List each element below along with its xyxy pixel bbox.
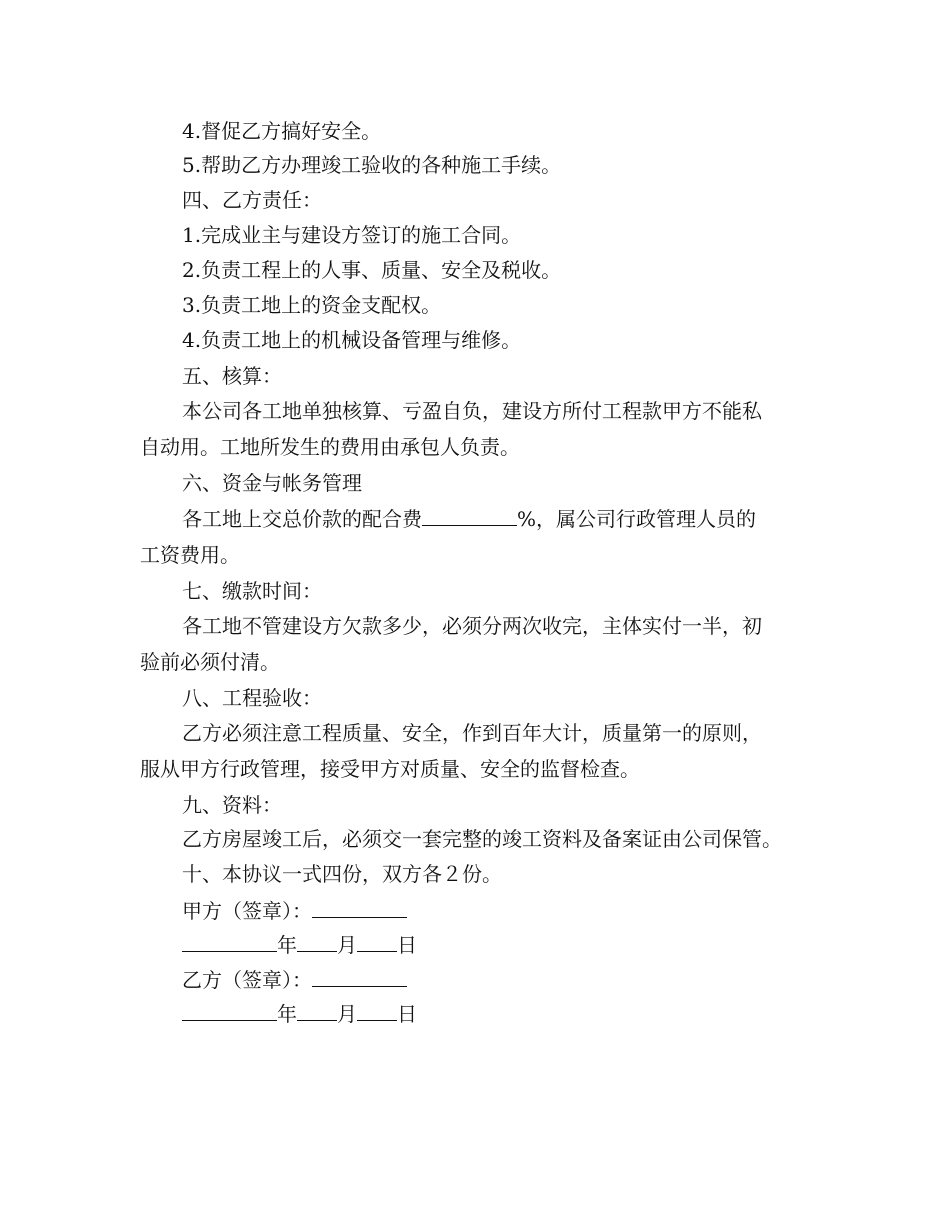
party-b-label: 乙方（签章）： bbox=[182, 968, 312, 992]
day-label: 日 bbox=[397, 933, 417, 957]
paragraph-line: 本公司各工地单独核算、亏盈自负，建设方所付工程款甲方不能私 bbox=[182, 399, 762, 423]
fee-line bbox=[182, 502, 830, 536]
paragraph-line: 自动用。工地所发生的费用由承包人负责。 bbox=[140, 435, 520, 459]
month-label: 月 bbox=[337, 933, 357, 957]
day-label: 日 bbox=[397, 1002, 417, 1026]
fee-suffix: %，属公司行政管理人员的 bbox=[517, 507, 757, 531]
section-heading: 七、缴款时间： bbox=[182, 579, 322, 603]
section-heading: 六、资金与帐务管理 bbox=[182, 471, 362, 495]
clause-line: 十、本协议一式四份，双方各２份。 bbox=[182, 862, 502, 886]
year-label: 年 bbox=[277, 933, 297, 957]
party-b-signature bbox=[182, 963, 830, 997]
year-label: 年 bbox=[277, 1002, 297, 1026]
fee-prefix: 各工地上交总价款的配合费 bbox=[182, 507, 422, 531]
section-heading: 四、乙方责任： bbox=[182, 188, 322, 212]
year-blank bbox=[182, 933, 277, 952]
paragraph-line: 验前必须付清。 bbox=[140, 650, 280, 674]
section-heading: 九、资料： bbox=[182, 793, 282, 817]
clause-line: 4.督促乙方搞好安全。 bbox=[182, 119, 382, 143]
paragraph-line: 乙方必须注意工程质量、安全，作到百年大计，质量第一的原则， bbox=[182, 721, 762, 745]
paragraph-line: 各工地不管建设方欠款多少，必须分两次收完，主体实付一半，初 bbox=[182, 614, 762, 638]
party-b-date bbox=[182, 997, 830, 1031]
paragraph-line: 工资费用。 bbox=[140, 543, 240, 567]
clause-line: 1.完成业主与建设方签订的施工合同。 bbox=[182, 223, 522, 247]
party-a-label: 甲方（签章）： bbox=[182, 899, 312, 923]
day-blank bbox=[357, 933, 397, 952]
clause-line: 2.负责工程上的人事、质量、安全及税收。 bbox=[182, 258, 562, 282]
day-blank bbox=[357, 1002, 397, 1021]
paragraph-line: 乙方房屋竣工后，必须交一套完整的竣工资料及备案证由公司保管。 bbox=[182, 827, 782, 851]
fee-blank bbox=[422, 507, 517, 526]
paragraph-line: 服从甲方行政管理，接受甲方对质量、安全的监督检查。 bbox=[140, 757, 640, 781]
clause-line: 3.负责工地上的资金支配权。 bbox=[182, 293, 442, 317]
party-b-blank bbox=[312, 968, 407, 987]
year-blank bbox=[182, 1002, 277, 1021]
month-label: 月 bbox=[337, 1002, 357, 1026]
party-a-signature bbox=[182, 894, 830, 928]
section-heading: 五、核算： bbox=[182, 364, 282, 388]
section-heading: 八、工程验收： bbox=[182, 686, 322, 710]
party-a-blank bbox=[312, 899, 407, 918]
month-blank bbox=[297, 933, 337, 952]
clause-line: 4.负责工地上的机械设备管理与维修。 bbox=[182, 328, 522, 352]
party-a-date bbox=[182, 928, 830, 962]
month-blank bbox=[297, 1002, 337, 1021]
clause-line: 5.帮助乙方办理竣工验收的各种施工手续。 bbox=[182, 153, 562, 177]
